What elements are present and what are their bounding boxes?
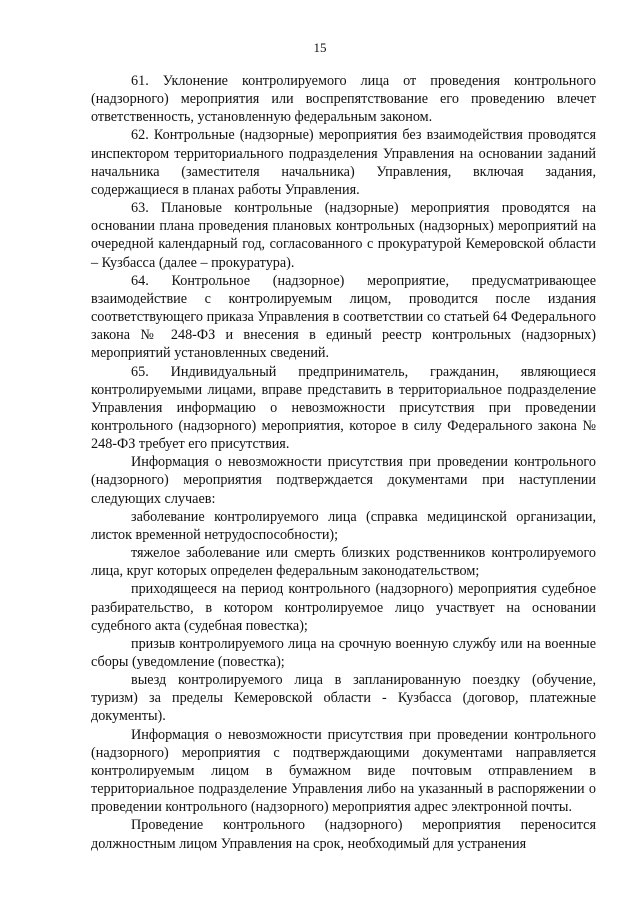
list-item-illness: заболевание контролируемого лица (справка медицинской организации, листок временной нетрудоспособности); <box>91 508 596 543</box>
paragraph-61: 61. Уклонение контролируемого лица от проведения контрольного (надзорного) мероприятия или воспрепятствование его проведению влечет ответственность, установленную федеральным законом. <box>91 73 596 126</box>
paragraph-postponement: Проведение контрольного (надзорного) мероприятия переносится должностным лицом Управления на срок, необходимый для устранения <box>91 817 596 852</box>
paragraph-64: 64. Контрольное (надзорное) мероприятие, предусматривающее взаимодействие с контролируемым лицом, проводится после издания соответствующего приказа Управления в соответствии со статьей 64 Федерального закона № 248-ФЗ и внесения в единый реестр контрольных (надзорных) мероприятий установленных сведений. <box>91 272 596 362</box>
list-item-relative-illness: тяжелое заболевание или смерть близких родственников контролируемого лица, круг которых определен федеральным законодательством; <box>91 545 596 580</box>
list-item-planned-trip: выезд контролируемого лица в запланированную поездку (обучение, туризм) за пределы Кемеровской области - Кузбасса (договор, платежные документы). <box>91 672 596 725</box>
paragraph-information-submission: Информация о невозможности присутствия при проведении контрольного (надзорного) мероприятия с подтверждающими документами направляется контролируемым лицом в бумажном виде почтовым отправлением в территориальное подразделение Управления либо на указанный в распоряжении о проведении контрольного (надзорного) мероприятия адрес электронной почты. <box>91 726 596 816</box>
page-number: 15 <box>313 40 327 55</box>
document-body <box>91 72 596 853</box>
paragraph-63: 63. Плановые контрольные (надзорные) мероприятия проводятся на основании плана проведения плановых контрольных (надзорных) мероприятий на очередной календарный год, согласованного с прокуратурой Кемеровской области – Кузбасса (далее – прокуратура). <box>91 200 596 271</box>
paragraph-65: 65. Индивидуальный предприниматель, гражданин, являющиеся контролируемыми лицами, вправе представить в территориальное подразделение Управления информацию о невозможности присутствия при проведении контрольного (надзорного) мероприятия, которое в силу Федерального закона № 248-ФЗ требует его присутствия. <box>91 363 596 453</box>
paragraph-information-cases: Информация о невозможности присутствия при проведении контрольного (надзорного) мероприятия подтверждается документами при наступлении следующих случаев: <box>91 454 596 507</box>
list-item-court-proceedings: приходящееся на период контрольного (надзорного) мероприятия судебное разбирательство, в котором контролируемое лицо участвует на основании судебного акта (судебная повестка); <box>91 581 596 634</box>
list-item-military-service: призыв контролируемого лица на срочную военную службу или на военные сборы (уведомление (повестка); <box>91 635 596 670</box>
paragraph-62: 62. Контрольные (надзорные) мероприятия без взаимодействия проводятся инспектором территориального подразделения Управления на основании заданий начальника (заместителя начальника) Управления, включая задания, содержащиеся в планах работы Управления. <box>91 127 596 198</box>
